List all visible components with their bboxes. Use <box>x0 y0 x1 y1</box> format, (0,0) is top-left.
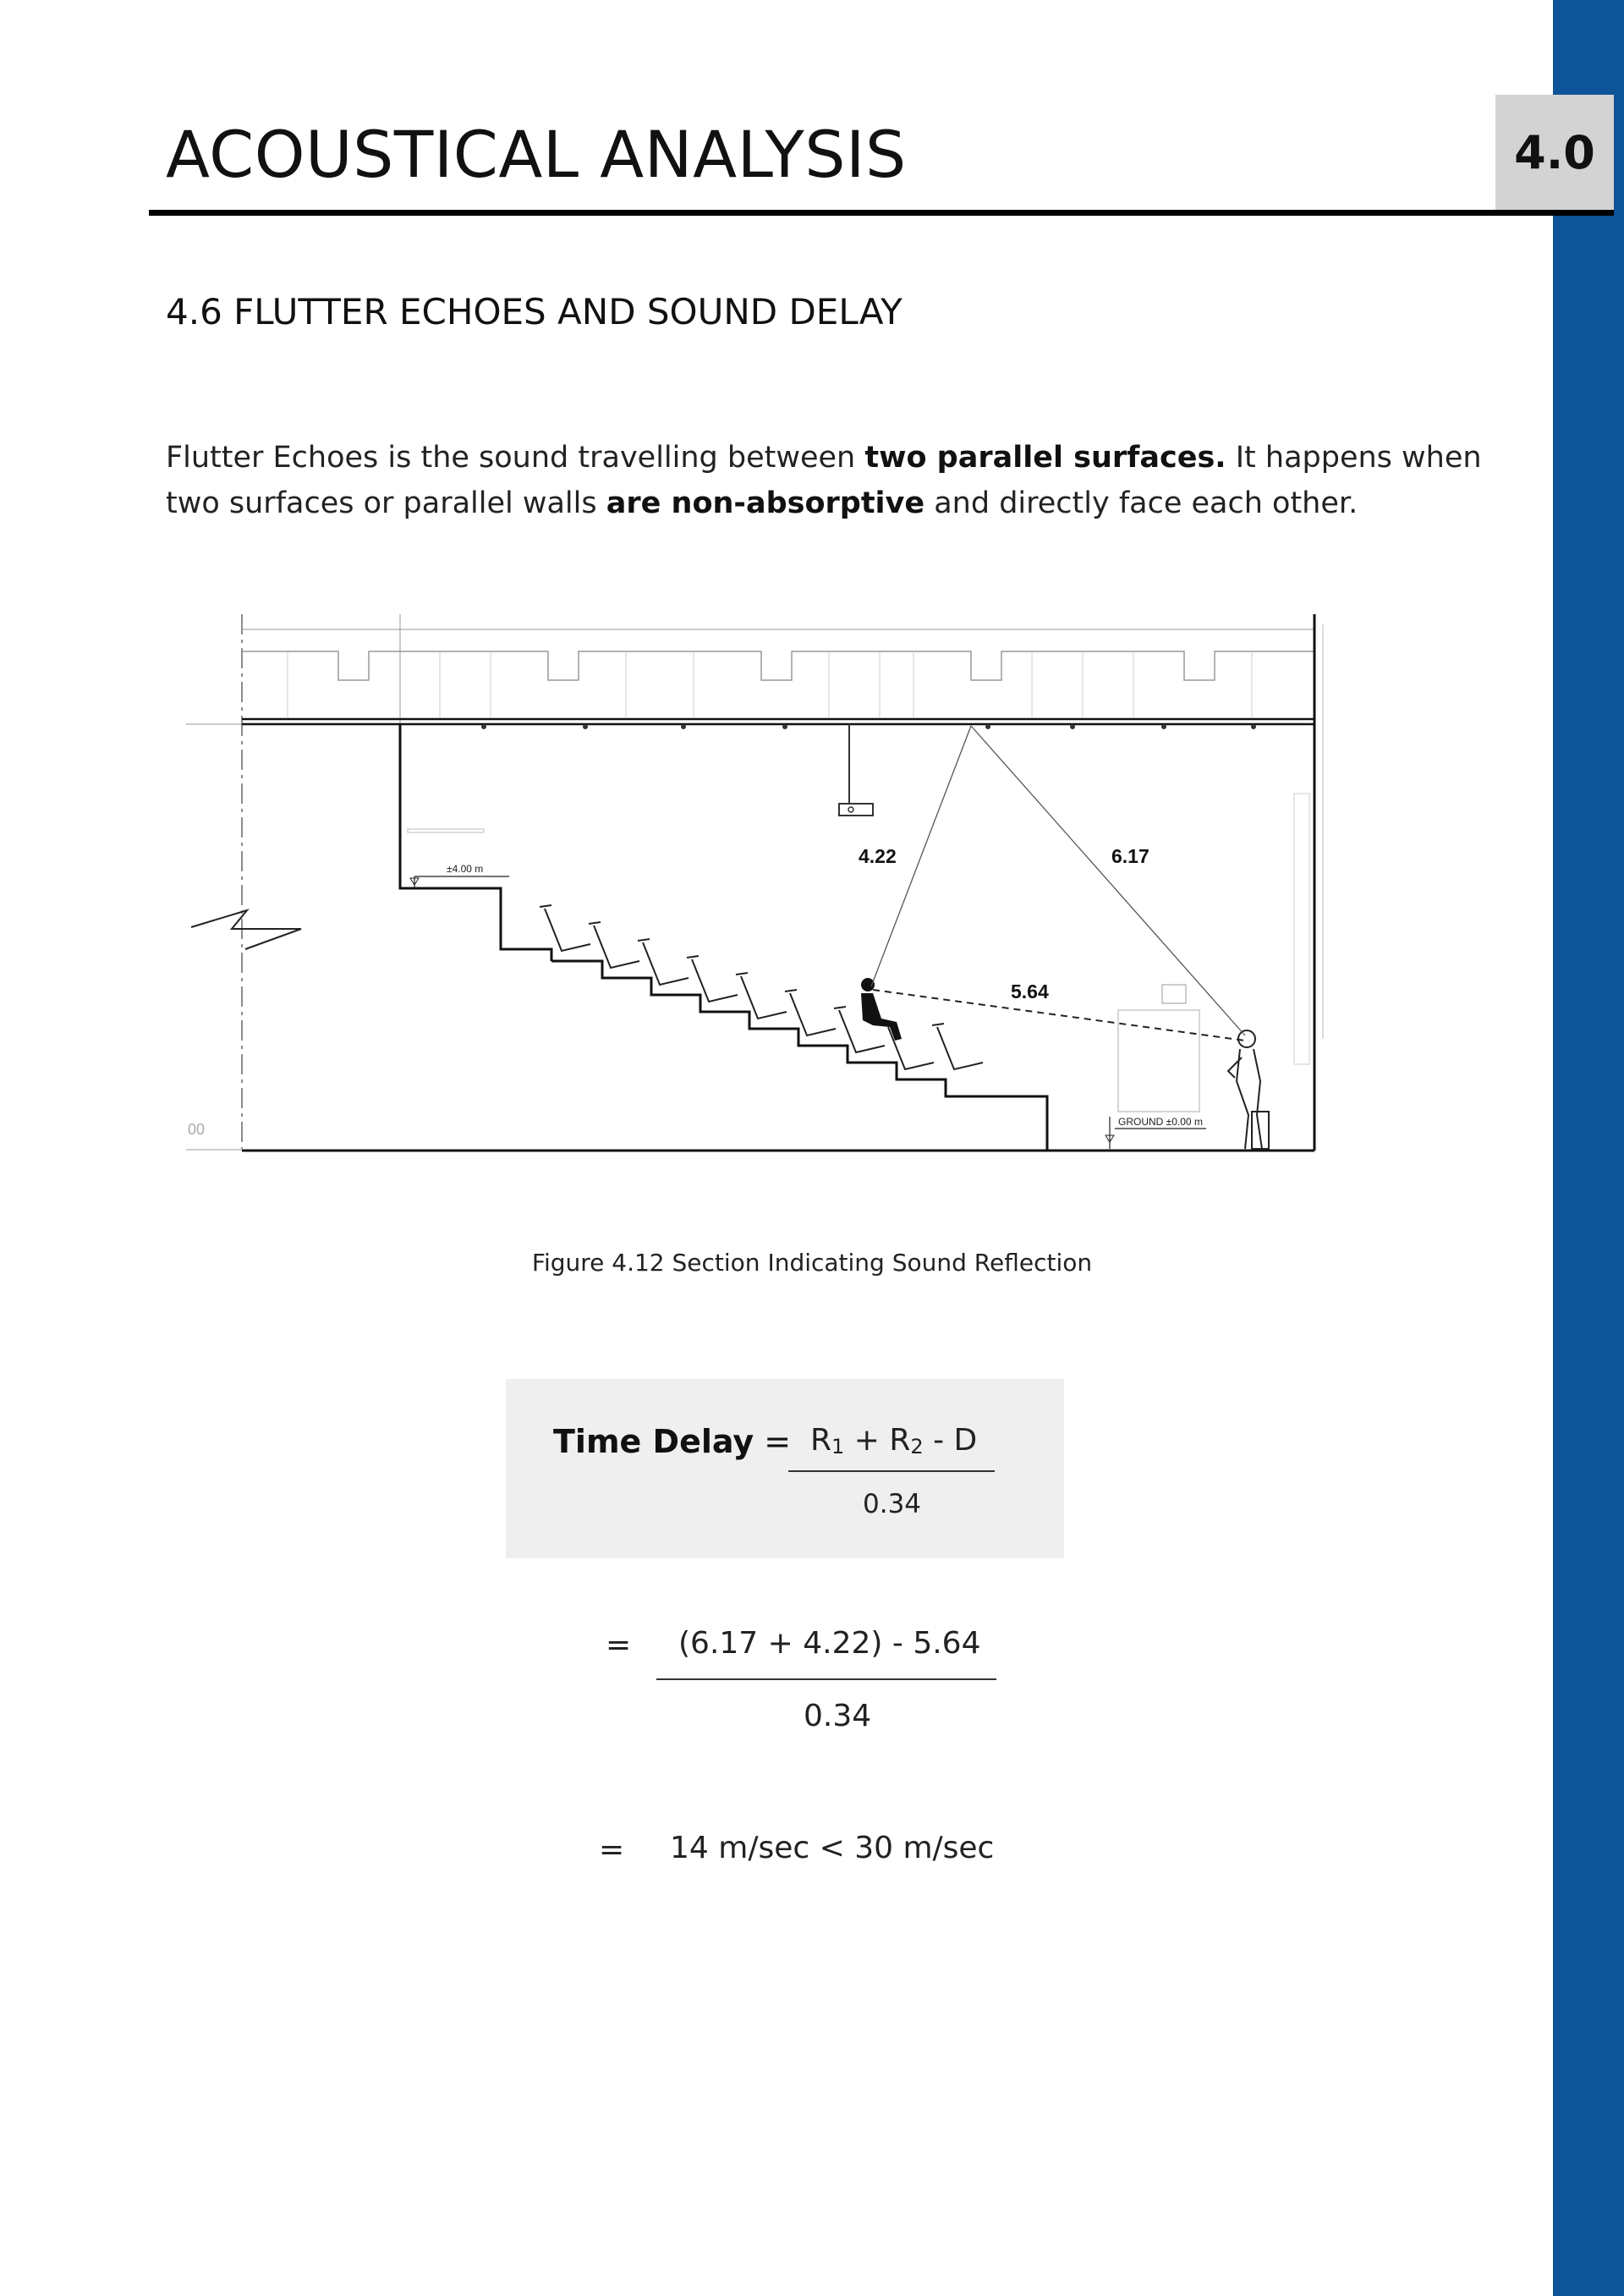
formula-denominator: 0.34 <box>863 1489 922 1519</box>
chapter-badge: 4.0 <box>1495 95 1614 210</box>
calc-fraction-bar <box>656 1678 996 1680</box>
ceiling-baffle-profile <box>242 651 1314 680</box>
distance-label-r1: 4.22 <box>859 845 897 867</box>
handrail <box>408 829 484 832</box>
break-line-symbol <box>191 910 301 949</box>
formula-fraction-bar <box>788 1470 995 1472</box>
calc-result: 14 m/sec < 30 m/sec <box>670 1831 995 1865</box>
stepped-floor <box>551 961 1047 1151</box>
calc-equals-1: = <box>606 1628 632 1662</box>
formula-plus: + <box>844 1423 890 1458</box>
rear-wall-and-platform <box>400 724 551 961</box>
formula-equals: = <box>764 1423 792 1460</box>
level-label-upper: ±4.00 m <box>447 863 484 875</box>
formula-numerator <box>810 1423 977 1458</box>
seated-listener-figure <box>861 978 902 1041</box>
title-underline <box>149 210 1614 216</box>
formula-r1-sub: 1 <box>831 1435 845 1458</box>
intro-text-3: and directly face each other. <box>924 486 1358 520</box>
formula-minus-d: - D <box>923 1423 978 1458</box>
formula-label <box>553 1423 791 1460</box>
side-accent-bar <box>1553 0 1624 2296</box>
edge-mark: 00 <box>188 1121 206 1138</box>
exit-sign <box>1162 985 1186 1003</box>
formula-r1: R <box>810 1423 832 1458</box>
formula-r2: R <box>889 1423 911 1458</box>
exit-door <box>1118 1010 1199 1112</box>
formula-label-text: Time Delay <box>553 1423 754 1460</box>
intro-text-1: Flutter Echoes is the sound travelling between <box>166 441 865 475</box>
auditorium-seats <box>540 905 983 1069</box>
distance-label-r2: 6.17 <box>1111 845 1149 867</box>
calc-numerator: (6.17 + 4.22) - 5.64 <box>678 1626 981 1661</box>
intro-text-2: It happens when two surfaces or parallel walls <box>166 441 1482 520</box>
intro-bold-1: two parallel surfaces. <box>864 441 1226 475</box>
distance-label-d: 5.64 <box>1011 980 1049 1002</box>
formula-box <box>506 1379 1064 1558</box>
formula-r2-sub: 2 <box>910 1435 924 1458</box>
speaker-figure <box>1228 1030 1269 1149</box>
level-label-ground: GROUND ±0.00 m <box>1118 1116 1203 1128</box>
intro-paragraph <box>166 435 1485 526</box>
roof-truss-lines <box>288 651 1252 717</box>
section-drawing <box>186 607 1328 1157</box>
page-title: ACOUSTICAL ANALYSIS <box>166 117 907 192</box>
figure-caption: Figure 4.12 Section Indicating Sound Reflection <box>531 1249 1093 1277</box>
calc-equals-2: = <box>599 1832 625 1867</box>
direct-path-d <box>873 990 1245 1041</box>
section-heading: 4.6 FLUTTER ECHOES AND SOUND DELAY <box>166 291 903 332</box>
section-drawing-svg <box>186 607 1328 1157</box>
calc-denominator: 0.34 <box>804 1699 872 1733</box>
wall-panel <box>1294 794 1309 1064</box>
projector-icon <box>839 804 873 816</box>
intro-bold-2: are non-absorptive <box>606 486 925 520</box>
